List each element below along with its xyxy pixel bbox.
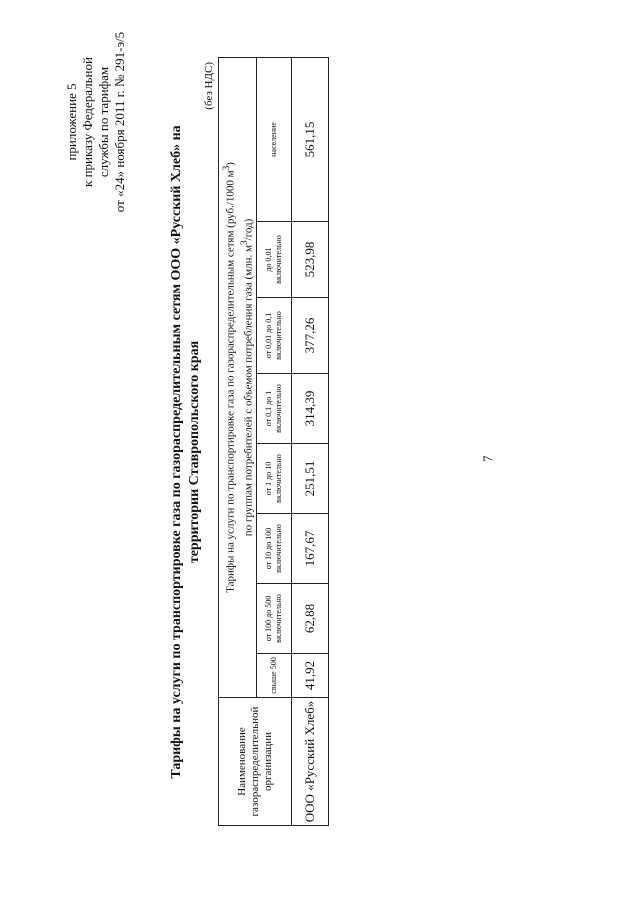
document-title — [168, 82, 204, 822]
tariffs-table — [218, 57, 329, 826]
title-line: территории Ставропольского края — [187, 340, 202, 564]
document-page — [40, 31, 600, 862]
tariff-value: 561,15 — [292, 57, 329, 221]
group-header-end: /год) — [242, 218, 255, 241]
tariff-value: 377,26 — [292, 298, 329, 374]
group-header-text: Тарифы на услуги по транспортировке газа по газораспределительным сетям (руб./1000 м — [224, 170, 237, 593]
tariff-value: 314,39 — [292, 374, 329, 444]
org-column-header: Наименование газораспределительной организации — [219, 698, 292, 826]
column-header: до 0,01 включительно — [257, 222, 292, 298]
group-header-text-2: по группам потребителей с объемом потребления газа (млн. м — [242, 245, 255, 537]
appendix-line: службы по тарифам — [96, 66, 111, 178]
tariff-value: 167,67 — [292, 514, 329, 584]
appendix-header — [64, 12, 128, 232]
group-header-sup: 3 — [221, 165, 231, 171]
group-header-close: ) — [224, 162, 237, 166]
column-header: от 10 до 100 включительно — [257, 514, 292, 584]
tariff-value: 62,88 — [292, 584, 329, 654]
appendix-line: от «24» ноября 2011 г. № 291-э/5 — [112, 31, 127, 213]
tariff-value: 251,51 — [292, 444, 329, 514]
appendix-line: приложение 5 — [64, 83, 79, 161]
page-number: 7 — [480, 455, 495, 462]
appendix-line: к приказу Федеральной — [80, 57, 95, 187]
column-header: от 1 до 10 включительно — [257, 444, 292, 514]
column-header: свыше 500 — [257, 654, 292, 698]
column-header: от 100 до 500 включительно — [257, 584, 292, 654]
group-header-sup-2: 3 — [238, 240, 249, 246]
table-row — [292, 57, 329, 825]
tariff-group-header — [219, 57, 257, 697]
column-header: население — [257, 57, 292, 221]
table-header-row — [219, 57, 257, 825]
column-header: от 0,1 до 1 включительно — [257, 374, 292, 444]
organization-name: ООО «Русский Хлеб» — [292, 698, 329, 826]
column-header: от 0,01 до 0,1 включительно — [257, 298, 292, 374]
vat-note: (без НДС) — [203, 62, 215, 110]
title-line: Тарифы на услуги по транспортировке газа по газораспределительным сетям ООО «Русский Хлеб» на — [169, 125, 184, 779]
tariff-value: 523,98 — [292, 222, 329, 298]
tariff-value: 41,92 — [292, 654, 329, 698]
